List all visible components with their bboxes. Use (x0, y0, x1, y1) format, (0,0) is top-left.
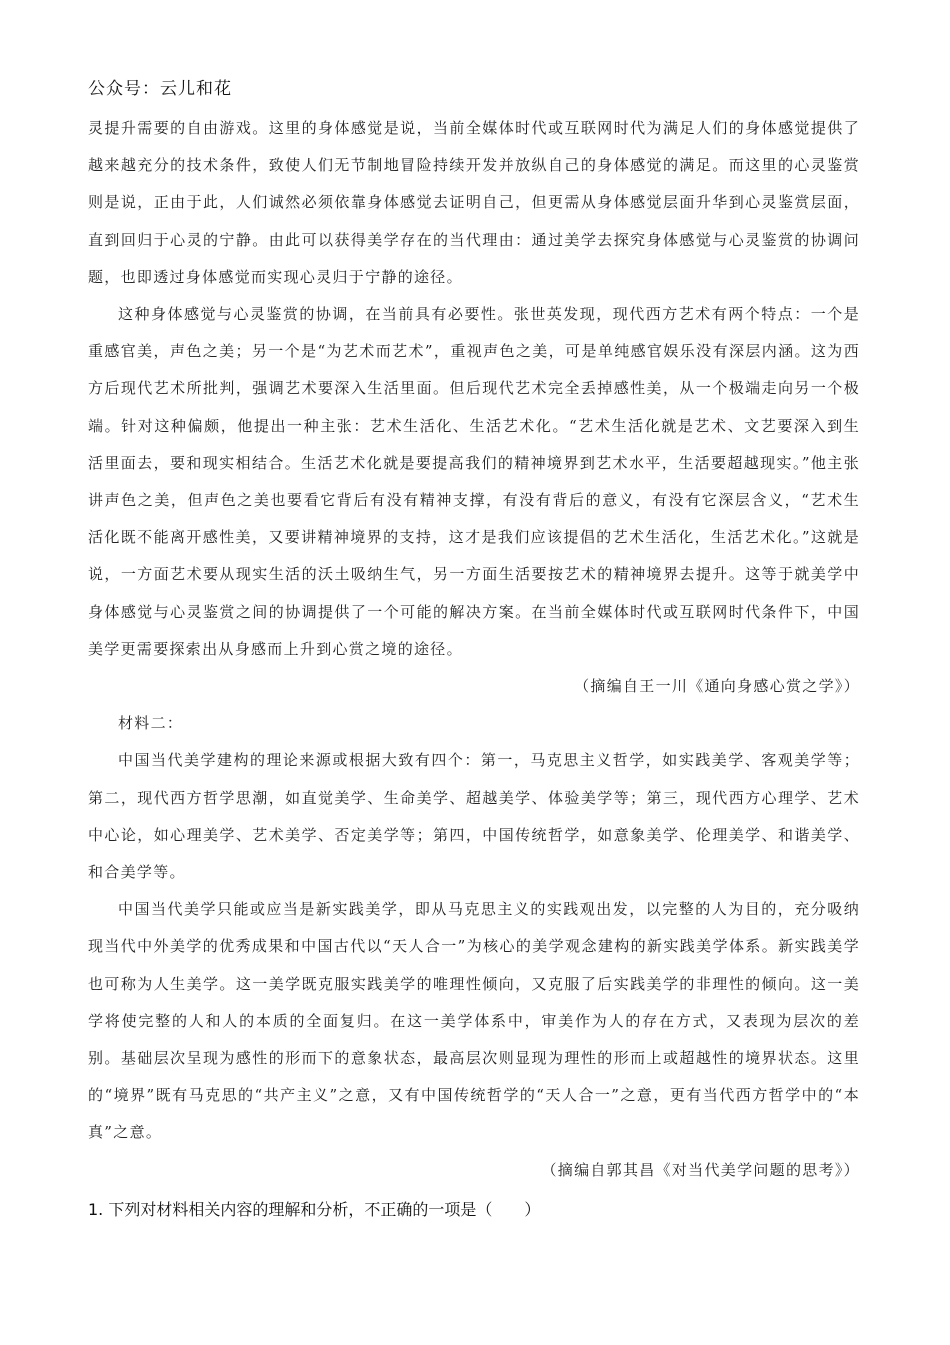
document-body (88, 110, 860, 1189)
material2-paragraph-2: 中国当代美学只能或应当是新实践美学，即从马克思主义的实践观出发，以完整的人为目的，充分吸纳现当代中外美学的优秀成果和中国古代以“天人合一”为核心的美学观念建构的新实践美学体系。新实践美学也可称为人生美学。这一美学既克服实践美学的唯理性倾向，又克服了后实践美学的非理性的倾向。这一美学将使完整的人和人的本质的全面复归。在这一美学体系中，审美作为人的存在方式，又表现为层次的差别。基础层次呈现为感性的形而下的意象状态，最高层次则显现为理性的形而上或超越性的境界状态。这里的“境界”既有马克思的“共产主义”之意，又有中国传统哲学的“天人合一”之意，更有当代西方哲学中的“本真”之意。 (88, 900, 860, 1142)
material2-source: （摘编自郭其昌《对当代美学问题的思考》） (541, 1160, 860, 1179)
material1-paragraph-2: 这种身体感觉与心灵鉴赏的协调，在当前具有必要性。张世英发现，现代西方艺术有两个特点：一个是重感官美，声色之美；另一个是“为艺术而艺术”，重视声色之美，可是单纯感官娱乐没有深层内涵。这为西方后现代艺术所批判，强调艺术要深入生活里面。但后现代艺术完全丢掉感性美，从一个极端走向另一个极端。针对这种偏颇，他提出一种主张：艺术生活化、生活艺术化。“艺术生活化就是艺术、文艺要深入到生活里面去，要和现实相结合。生活艺术化就是要提高我们的精神境界到艺术水平，生活要超越现实。”他主张讲声色之美，但声色之美也要看它背后有没有精神支撑，有没有背后的意义，有没有它深层含义，“艺术生活化既不能离开感性美，又要讲精神境界的支持，这才是我们应该提倡的艺术生活化，生活艺术化。”这就是说，一方面艺术要从现实生活的沃土吸纳生气，另一方面生活要按艺术的精神境界去提升。这等于就美学中身体感觉与心灵鉴赏之间的协调提供了一个可能的解决方案。在当前全媒体时代或互联网时代条件下，中国美学更需要探索出从身感而上升到心赏之境的途径。 (88, 305, 860, 658)
material1-paragraph-continuation: 灵提升需要的自由游戏。这里的身体感觉是说，当前全媒体时代或互联网时代为满足人们的身体感觉提供了越来越充分的技术条件，致使人们无节制地冒险持续开发并放纵自己的身体感觉的满足。而这里的心灵鉴赏则是说，正由于此，人们诚然必须依靠身体感觉去证明自己，但更需从身体感觉层面升华到心灵鉴赏层面，直到回归于心灵的宁静。由此可以获得美学存在的当代理由：通过美学去探究身体感觉与心灵鉴赏的协调问题，也即透过身体感觉而实现心灵归于宁静的途径。 (88, 119, 860, 286)
material2-title: 材料二： (118, 714, 184, 733)
question-1: 1. 下列对材料相关内容的理解和分析，不正确的一项是（ ） (88, 1200, 541, 1219)
material1-source: （摘编自王一川《通向身感心赏之学》） (574, 677, 860, 696)
header-label: 公众号：云儿和花 (88, 79, 232, 99)
material2-paragraph-1: 中国当代美学建构的理论来源或根据大致有四个：第一，马克思主义哲学，如实践美学、客观美学等；第二，现代西方哲学思潮，如直觉美学、生命美学、超越美学、体验美学等；第三，现代西方心理学、艺术中心论，如心理美学、艺术美学、否定美学等；第四，中国传统哲学，如意象美学、伦理美学、和谐美学、和合美学等。 (88, 751, 860, 882)
